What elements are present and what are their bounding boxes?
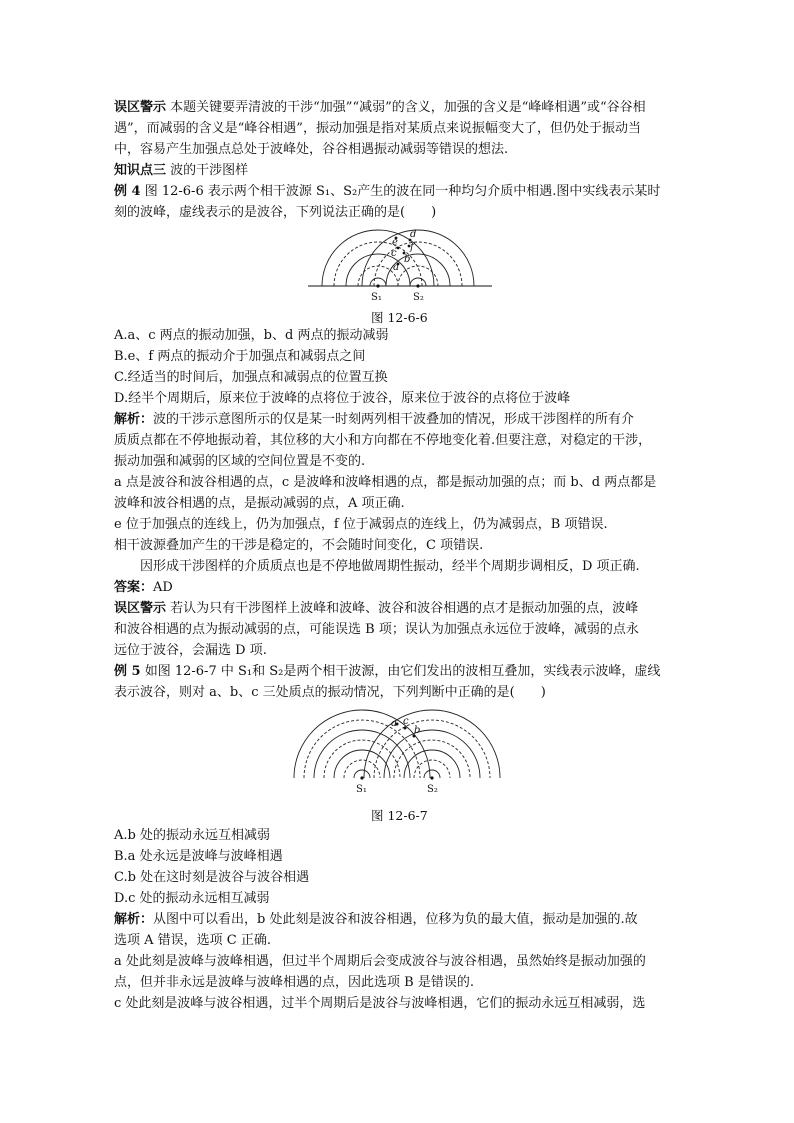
source-s2-label: S₂ [427,784,438,795]
option-c: C.b 处在这时刻是波谷与波谷相遇 [114,870,310,885]
option-b: B.e、f 两点的振动介于加强点和减弱点之间 [114,349,366,364]
analysis-line-3: 振动加强和减弱的区域的空间位置是不变的. [114,454,366,469]
example-4-question-line-2: 刻的波峰，虚线表示的是波谷，下列说法正确的是( ) [114,205,437,220]
point-b-label: b [414,725,421,736]
figure-caption: 图 12-6-7 [371,808,428,823]
warning-paragraph-2-line-1: 误区警示 若认为只有干涉图样上波峰和波峰、波谷和波谷相遇的点才是振动加强的点，波峰 [114,601,639,616]
warning-paragraph-2-line-3: 远位于波谷，会漏选 D 项. [114,643,267,658]
source-s1-label: S₁ [356,784,367,795]
analysis-line-8: 因形成干涉图样的介质质点也是不停地做周期性振动，经半个周期步调相反，D 项正确. [114,559,640,574]
analysis-line-3: a 处此刻是波峰与波峰相遇，但过半个周期后会变成波谷与波谷相遇，虽然始终是振动加强的 [114,954,646,969]
point-e-label: e [392,237,398,248]
warning-paragraph-1-line-1: 误区警示 本题关键要弄清波的干涉“加强”“减弱”的含义，加强的含义是“峰峰相遇”或“谷谷相 [114,100,646,115]
source-s1-label: S₁ [371,292,382,303]
figure-12-6-7-interference-diagram [264,704,534,800]
example-label: 例 5 [114,664,141,679]
warning-label: 误区警示 [114,601,167,616]
option-d: D.c 处的振动永远相互减弱 [114,891,270,906]
example-4-question-line-1: 例 4 图 12-6-6 表示两个相干波源 S₁、S₂产生的波在同一种均匀介质中相遇.图中实线表示某时 [114,184,661,199]
analysis-line-1: 解析：波的干涉示意图所示的仅是某一时刻两列相干波叠加的情况，形成干涉图样的所有介 [114,412,635,427]
example-5-question-line-2: 表示波谷，则对 a、b、c 三处质点的振动情况，下列判断中正确的是( ) [114,685,546,700]
point-f-label: f [410,242,414,253]
knowledge-point-heading: 知识点三 波的干涉图样 [114,163,249,178]
analysis-label: 解析： [114,412,154,427]
warning-paragraph-2-line-2: 和波谷相遇的点为振动减弱的点，可能误选 B 项；误认为加强点永远位于波峰，减弱的点永 [114,622,639,637]
figure-caption: 图 12-6-6 [371,310,428,325]
answer-value: AD [153,580,173,595]
warning-label: 误区警示 [114,100,167,115]
example-label: 例 4 [114,184,141,199]
answer-label: 答案： [114,580,154,595]
option-a: A.a、c 两点的振动加强，b、d 两点的振动减弱 [114,328,389,343]
point-c-label: c [391,248,397,259]
point-a-label: a [393,262,399,273]
analysis-line-7: 相干波源叠加产生的干涉是稳定的，不会随时间变化，C 项错误. [114,538,484,553]
answer-line [114,578,173,598]
analysis-label: 解析： [114,912,154,927]
analysis-line-2: 质质点都在不停地振动着，其位移的大小和方向都在不停地变化着.但要注意，对稳定的干涉， [114,433,652,448]
analysis-line-1: 解析：从图中可以看出，b 处此刻是波谷和波谷相遇，位移为负的最大值，振动是加强的.故 [114,912,638,927]
analysis-line-6: e 位于加强点的连线上，仍为加强点，f 位于减弱点的连线上，仍为减弱点，B 项错误. [114,517,608,532]
warning-paragraph-1-line-3: 中，容易产生加强点总处于波峰处，谷谷相遇振动减弱等错误的想法. [114,142,509,157]
warning-paragraph-1-line-2: 遇”，而减弱的含义是“峰谷相遇”，振动加强是指对某质点来说振幅变大了，但仍处于振动当 [114,121,641,136]
option-a: A.b 处的振动永远互相减弱 [114,828,270,843]
analysis-line-5: c 处此刻是波峰与波谷相遇，过半个周期后是波谷与波峰相遇，它们的振动永远互相减弱，选 [114,996,646,1011]
analysis-line-4: 点，但并非永远是波峰与波峰相遇的点，因此选项 B 是错误的. [114,975,474,990]
example-5-question-line-1: 例 5 如图 12-6-7 中 S₁和 S₂是两个相干波源，由它们发出的波相互叠加，实线表示波峰，虚线 [114,664,661,679]
figure-12-6-6-interference-diagram [300,220,500,306]
analysis-line-2: 选项 A 错误，选项 C 正确. [114,933,271,948]
option-d: D.经半个周期后，原来位于波峰的点将位于波谷，原来位于波谷的点将位于波峰 [114,391,571,406]
point-a-label: a [391,718,397,729]
option-b: B.a 处永远是波峰与波峰相遇 [114,849,283,864]
option-c: C.经适当的时间后，加强点和减弱点的位置互换 [114,370,388,385]
analysis-line-4: a 点是波谷和波谷相遇的点，c 是波峰和波峰相遇的点，都是振动加强的点；而 b、d 两点都是 [114,475,657,490]
point-c-label: c [403,716,409,727]
point-b-label: b [404,254,411,265]
point-d-label: d [410,229,417,240]
analysis-line-5: 波峰和波谷相遇的点，是振动减弱的点，A 项正确. [114,496,405,511]
source-s2-label: S₂ [413,292,424,303]
